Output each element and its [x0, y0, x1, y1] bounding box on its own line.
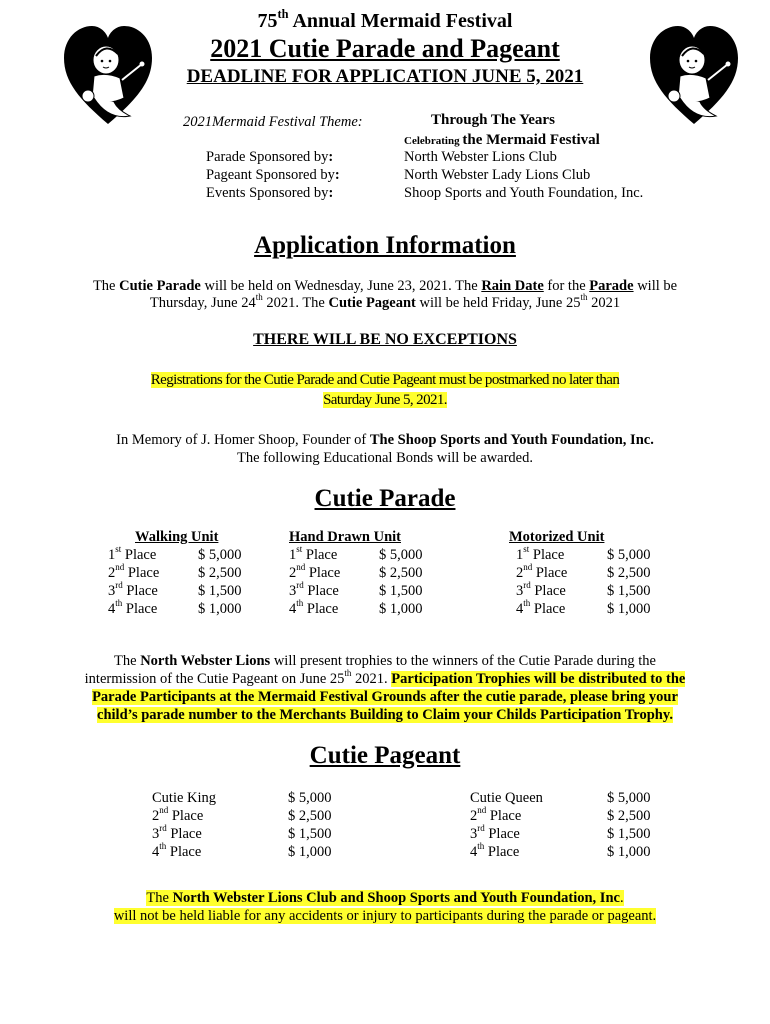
disclaimer-line2: will not be held liable for any accidents or injury to participants during the parade or pageant. — [113, 908, 657, 924]
motorized-unit-title: Motorized Unit — [509, 529, 605, 545]
prize-row: 4th Place $ 1,000 — [108, 598, 242, 617]
walking-unit-title: Walking Unit — [135, 529, 219, 545]
place-label: 3rd Place — [470, 823, 520, 842]
festival-anniversary: 75th Annual Mermaid Festival — [257, 7, 513, 32]
application-heading: Application Information — [254, 232, 516, 259]
parade-sponsor: North Webster Lions Club — [404, 149, 557, 165]
trophy-line4: child’s parade number to the Merchants Building to Claim your Childs Participation Trophy. — [97, 707, 673, 723]
prize-amount: $ 1,000 — [288, 844, 332, 860]
theme-label: 2021Mermaid Festival Theme: — [183, 114, 363, 130]
queen-label: Cutie Queen — [470, 790, 543, 806]
prize-row: 2nd Place $ 2,500 — [289, 562, 423, 581]
king-label: Cutie King — [152, 790, 217, 806]
prize-amount: $ 1,500 — [288, 826, 332, 842]
prize-amount: $ 5,000 — [288, 790, 332, 806]
parade-heading: Cutie Parade — [314, 485, 456, 512]
motorized-unit-prizes — [509, 528, 656, 618]
prize-amount: $ 1,000 — [607, 844, 651, 860]
events-sponsor-label: Events Sponsored by: — [206, 185, 334, 201]
parade-sponsor-label: Parade Sponsored by: — [206, 149, 334, 165]
sponsor-labels — [206, 148, 340, 202]
queen-places — [470, 789, 543, 861]
trophy-line2: intermission of the Cutie Pageant on June 25th 2021. Participation Trophies will be distributed to the — [84, 668, 686, 687]
page-title: 2021 Cutie Parade and Pageant — [210, 34, 560, 63]
place-label: 3rd Place — [152, 823, 202, 842]
disclaimer-line1: The North Webster Lions Club and Shoop Sports and Youth Foundation, Inc. — [146, 890, 624, 906]
prize-row: 4th Place $ 1,000 — [289, 598, 423, 617]
prize-row: 3rd Place $ 1,500 — [289, 580, 423, 599]
registration-deadline-notice: Registrations for the Cutie Parade and Cutie Pageant must be postmarked no later than Saturday June 5, 2021. — [150, 372, 620, 408]
prize-amount: $ 2,500 — [288, 808, 332, 824]
no-exceptions-notice: THERE WILL BE NO EXCEPTIONS — [253, 331, 517, 348]
prize-row: 3rd Place $ 1,500 — [108, 580, 242, 599]
place-label: 4th Place — [470, 841, 520, 860]
hand-drawn-unit-prizes — [289, 528, 429, 618]
place-label: 2nd Place — [152, 805, 204, 824]
place-label: 4th Place — [152, 841, 202, 860]
memory-line2: The following Educational Bonds will be awarded. — [237, 450, 533, 466]
pageant-sponsor-label: Pageant Sponsored by: — [206, 167, 340, 183]
trophy-line3: Parade Participants at the Mermaid Festival Grounds after the cutie parade, please bring your — [92, 689, 678, 705]
hand-drawn-unit-title: Hand Drawn Unit — [289, 529, 401, 545]
king-amounts — [288, 789, 332, 861]
place-label: 2nd Place — [470, 805, 522, 824]
prize-row: 2nd Place $ 2,500 — [108, 562, 242, 581]
prize-amount: $ 1,500 — [607, 826, 651, 842]
parade-dates-line2: Thursday, June 24th 2021. The Cutie Pageant will be held Friday, June 25th 2021 — [149, 292, 621, 311]
celebrating-line: Celebrating the Mermaid Festival — [404, 132, 600, 148]
prize-row: 3rd Place $ 1,500 — [516, 580, 651, 599]
prize-row: 4th Place $ 1,000 — [516, 598, 651, 617]
prize-amount: $ 2,500 — [607, 808, 651, 824]
sponsor-values — [404, 148, 643, 202]
trophy-line1: The North Webster Lions will present trophies to the winners of the Cutie Parade during the — [114, 653, 656, 669]
prize-row: 1st Place $ 5,000 — [289, 544, 423, 563]
pageant-heading: Cutie Pageant — [309, 742, 461, 769]
events-sponsor: Shoop Sports and Youth Foundation, Inc. — [404, 185, 644, 201]
prize-row: 1st Place $ 5,000 — [516, 544, 651, 563]
prize-amount: $ 5,000 — [607, 790, 651, 806]
queen-amounts — [607, 789, 651, 861]
memory-line1: In Memory of J. Homer Shoop, Founder of The Shoop Sports and Youth Foundation, Inc. — [116, 432, 654, 448]
prize-row: 1st Place $ 5,000 — [108, 544, 242, 563]
king-places — [152, 789, 216, 861]
theme-value: Through The Years — [431, 112, 555, 128]
walking-unit-prizes — [108, 528, 248, 618]
application-deadline: DEADLINE FOR APPLICATION JUNE 5, 2021 — [186, 66, 584, 87]
pageant-sponsor: North Webster Lady Lions Club — [404, 167, 591, 183]
prize-row: 2nd Place $ 2,500 — [516, 562, 651, 581]
parade-dates-line1: The Cutie Parade will be held on Wednesday, June 23, 2021. The Rain Date for the Parade will be — [92, 278, 678, 294]
